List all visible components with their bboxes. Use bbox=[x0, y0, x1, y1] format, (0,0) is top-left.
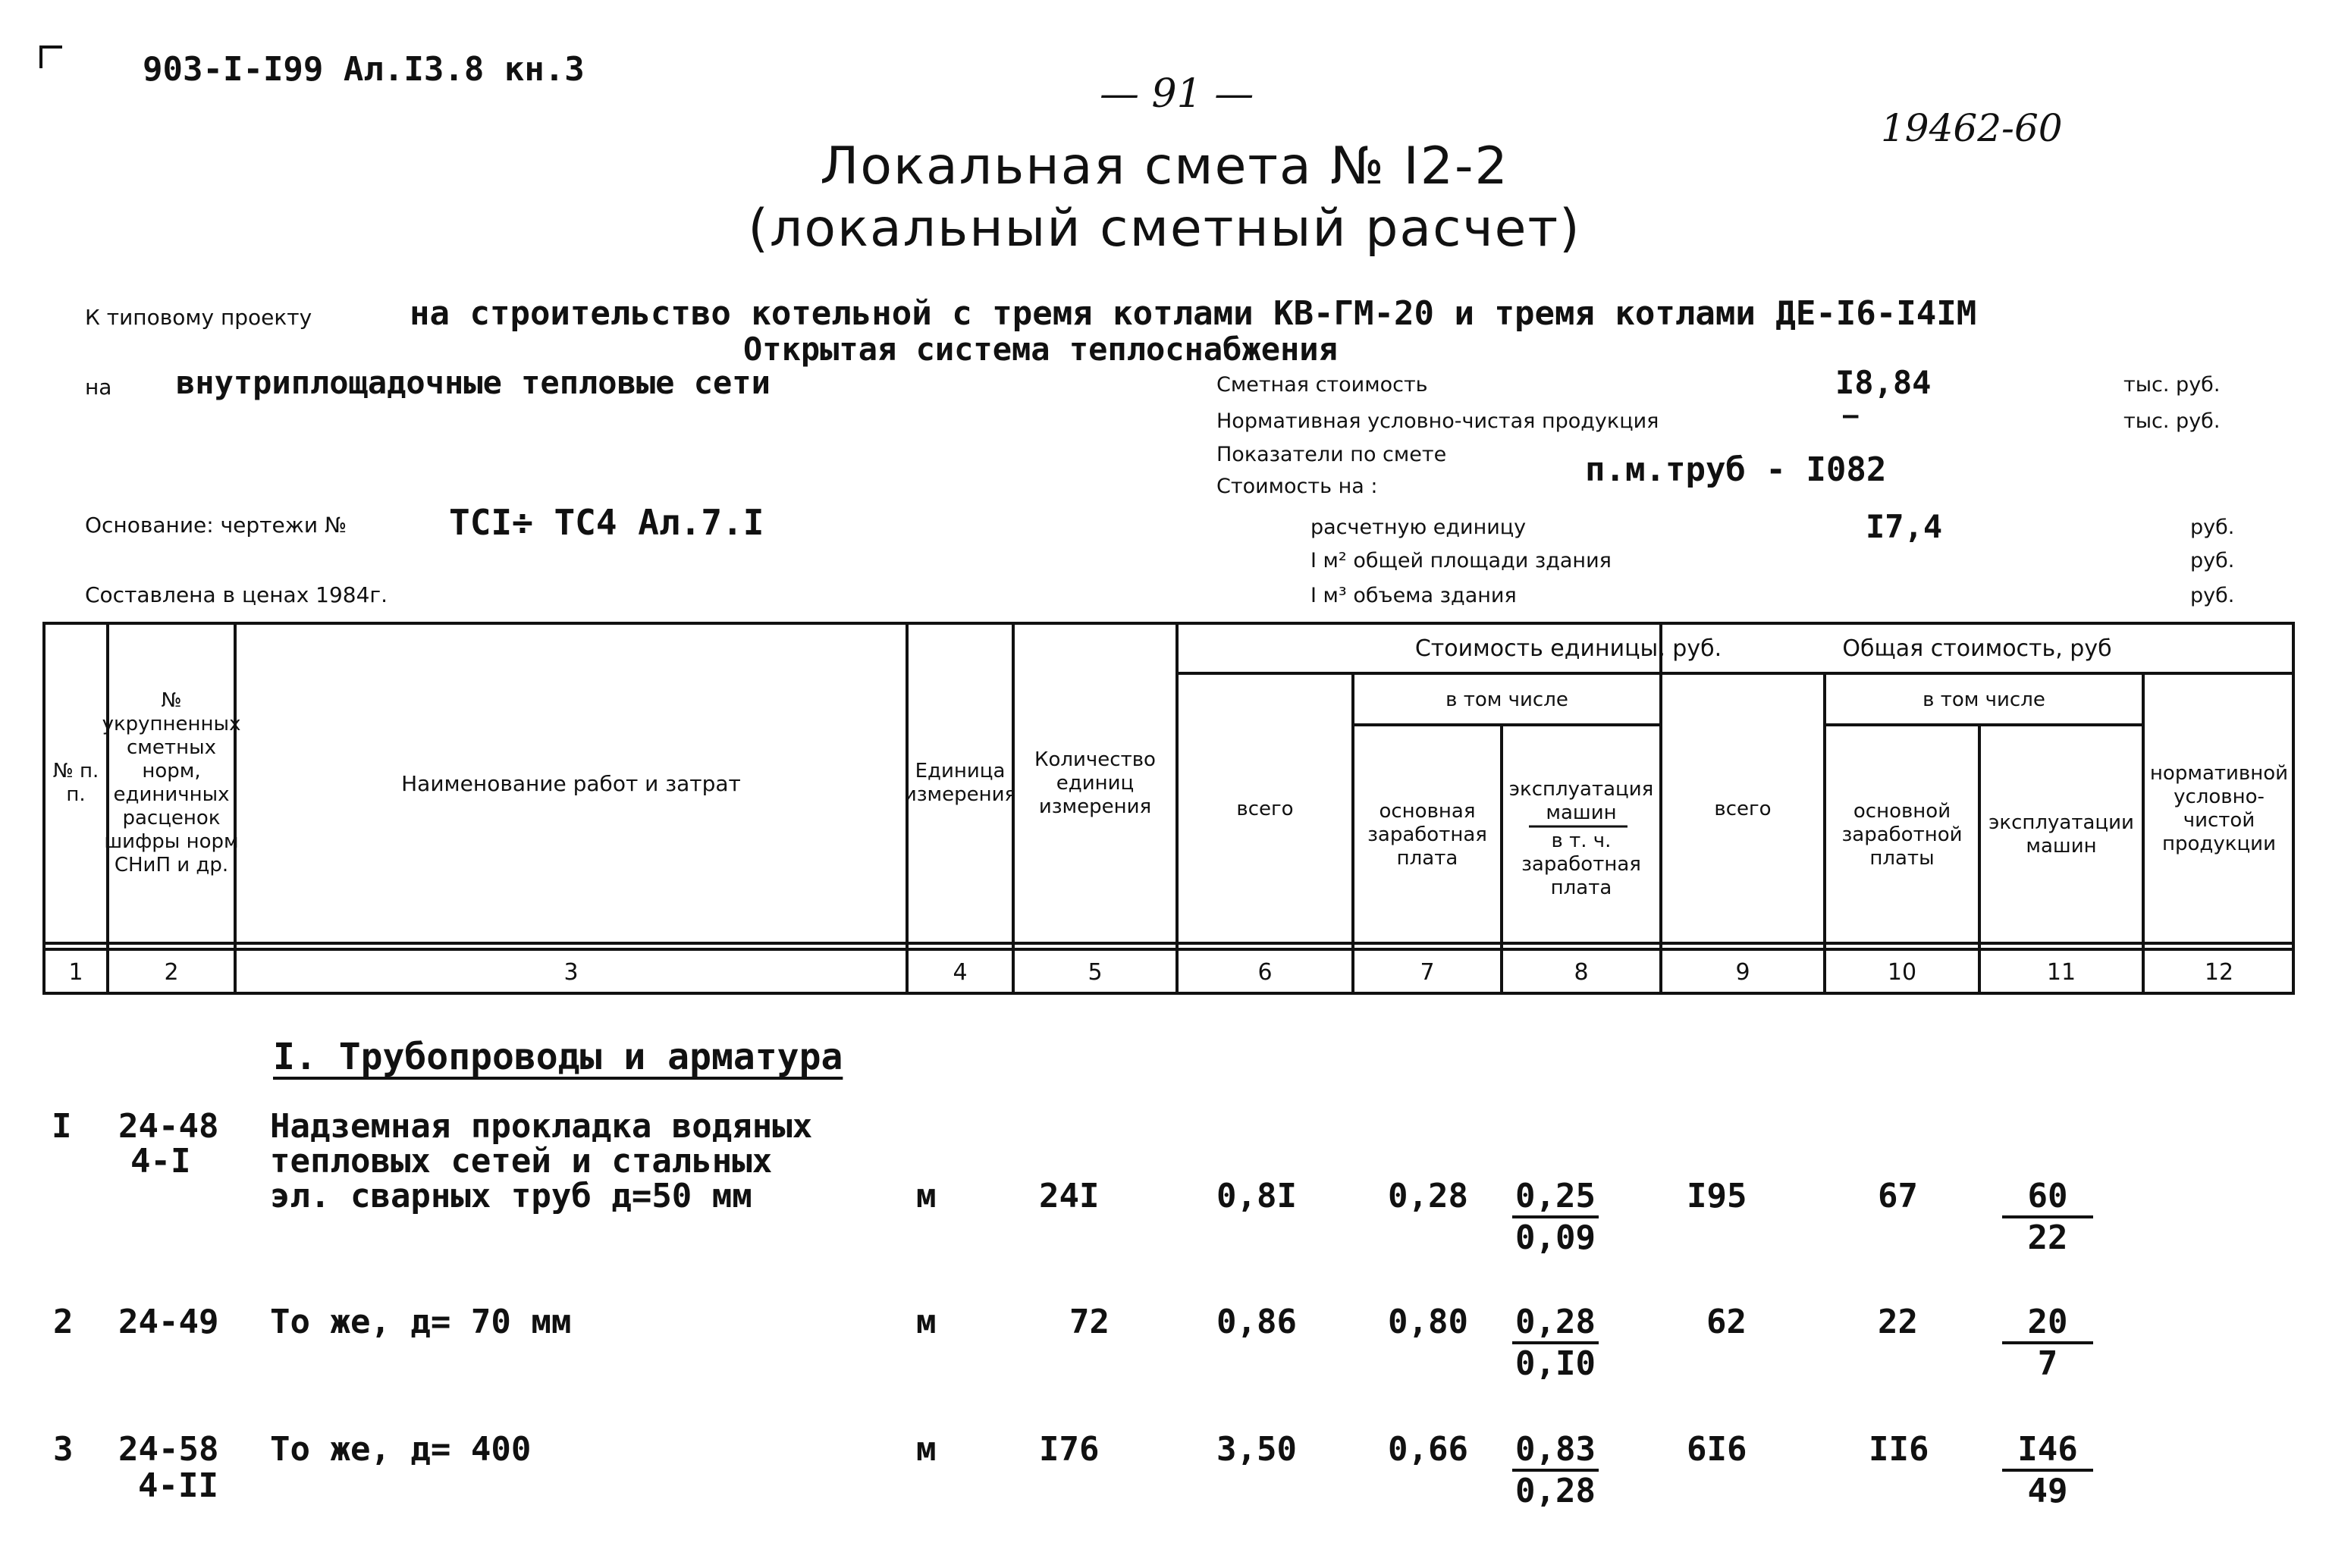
corner-mark bbox=[39, 45, 62, 68]
col-header-8-bottom: в т. ч. заработная плата bbox=[1521, 829, 1641, 899]
project-label: К типовому проекту bbox=[85, 305, 312, 330]
row-code-2: 4-I bbox=[130, 1142, 191, 1181]
volume-cost-label: I м³ объема здания bbox=[1310, 584, 1517, 607]
col-header-7: основная заработная плата bbox=[1367, 799, 1487, 870]
row-unit-machine-value: 0,28 bbox=[1512, 1303, 1599, 1344]
project-value: на строительство котельной с тремя котлами КВ-ГМ-20 и тремя котлами ДЕ-I6-I4IМ bbox=[410, 294, 1977, 333]
row-total-wage: 67 bbox=[1878, 1177, 1918, 1215]
col-number: 6 bbox=[1257, 958, 1273, 986]
row-total-machine-value: I46 bbox=[2002, 1430, 2093, 1472]
col-header-1: № п. п. bbox=[52, 760, 99, 806]
col-header-8-top: эксплуатация машин bbox=[1508, 778, 1654, 824]
col-number: 4 bbox=[953, 958, 968, 986]
col-header-4: Единица измерения bbox=[903, 760, 1017, 806]
row-total-machine-wage: 22 bbox=[2027, 1218, 2068, 1257]
normative-product-value: – bbox=[1843, 400, 1859, 431]
row-total-machine-value: 20 bbox=[2002, 1303, 2093, 1344]
indicators-label: Показатели по смете bbox=[1216, 443, 1447, 466]
registration-number: 19462-60 bbox=[1881, 106, 2063, 150]
col-header-2: № укрупненных сметных норм, единичных расценок шифры норм СНиП и др. bbox=[102, 689, 241, 877]
row-unit-machine-wage: 0,I0 bbox=[1515, 1344, 1596, 1383]
row-name-line: эл. сварных труб д=50 мм bbox=[270, 1177, 752, 1215]
row-unit-machine-wage: 0,28 bbox=[1515, 1472, 1596, 1510]
object-label: на bbox=[85, 375, 112, 400]
cost-per-label: Стоимость на : bbox=[1216, 475, 1378, 498]
estimate-cost-label: Сметная стоимость bbox=[1216, 373, 1428, 397]
row-total: 62 bbox=[1706, 1303, 1747, 1341]
row-total-machine-value: 60 bbox=[2002, 1177, 2093, 1218]
row-unit-machine-value: 0,25 bbox=[1512, 1177, 1599, 1218]
row-name-line: То же, д= 400 bbox=[270, 1430, 532, 1469]
row-unit: м bbox=[916, 1177, 937, 1215]
row-code: 24-48 bbox=[118, 1107, 219, 1146]
col-header-9: всего bbox=[1714, 797, 1772, 820]
col-header-11: эксплуатации машин bbox=[1988, 811, 2134, 858]
col-number: 2 bbox=[164, 958, 179, 986]
indicators-value: п.м.труб - I082 bbox=[1585, 450, 1887, 489]
row-unit-machine-value: 0,83 bbox=[1512, 1430, 1599, 1472]
row-unit-machine-wage: 0,09 bbox=[1515, 1218, 1596, 1257]
col-number: 1 bbox=[68, 958, 83, 986]
col-number: 5 bbox=[1088, 958, 1103, 986]
row-total-wage: II6 bbox=[1869, 1430, 1929, 1469]
col-number: 7 bbox=[1420, 958, 1435, 986]
row-total-machine bbox=[2002, 1177, 2093, 1257]
prices-label: Составлена в ценах 1984г. bbox=[85, 582, 388, 607]
row-unit-wage: 0,28 bbox=[1388, 1177, 1468, 1215]
group-header-unit-cost: Стоимость единицы, руб. bbox=[1414, 635, 1722, 662]
col-number: 11 bbox=[2046, 958, 2076, 986]
row-unit-machine bbox=[1512, 1177, 1599, 1257]
row-total: I95 bbox=[1687, 1177, 1747, 1215]
row-unit-wage: 0,80 bbox=[1388, 1303, 1468, 1341]
area-cost-label: I м² общей площади здания bbox=[1310, 549, 1612, 572]
row-total-machine-wage: 49 bbox=[2027, 1472, 2068, 1510]
row-unit-total: 0,8I bbox=[1216, 1177, 1297, 1215]
col-header-3: Наименование работ и затрат bbox=[401, 770, 741, 796]
col-number: 8 bbox=[1574, 958, 1589, 986]
row-total: 6I6 bbox=[1687, 1430, 1747, 1469]
col-number: 10 bbox=[1887, 958, 1917, 986]
page-title: Локальная смета № I2-2 bbox=[820, 136, 1509, 196]
row-total-wage: 22 bbox=[1878, 1303, 1918, 1341]
calc-unit-label: расчетную единицу bbox=[1310, 516, 1527, 539]
calc-unit-unit: руб. bbox=[2190, 516, 2235, 539]
normative-product-label: Нормативная условно-чистая продукция bbox=[1216, 409, 1659, 433]
section-title: I. Трубопроводы и арматура bbox=[273, 1036, 843, 1078]
row-unit-total: 0,86 bbox=[1216, 1303, 1297, 1341]
page-number: — 91 — bbox=[1100, 71, 1254, 117]
row-quantity: 72 bbox=[1069, 1303, 1110, 1341]
row-total-machine-wage: 7 bbox=[2037, 1344, 2058, 1383]
row-number: 3 bbox=[53, 1430, 74, 1469]
row-total-machine bbox=[2002, 1303, 2093, 1383]
col-header-10: основной заработной платы bbox=[1841, 799, 1963, 870]
row-unit-total: 3,50 bbox=[1216, 1430, 1297, 1469]
col-header-12: нормативной условно-чистой продукции bbox=[2149, 762, 2289, 855]
row-unit: м bbox=[916, 1303, 937, 1341]
row-unit-wage: 0,66 bbox=[1388, 1430, 1468, 1469]
page-subtitle: (локальный сметный расчет) bbox=[748, 199, 1581, 259]
included-header-1: в том числе bbox=[1445, 688, 1568, 711]
row-quantity: 24I bbox=[1039, 1177, 1100, 1215]
row-unit: м bbox=[916, 1430, 937, 1469]
row-code: 24-49 bbox=[118, 1303, 219, 1341]
col-number: 12 bbox=[2204, 958, 2234, 986]
row-total-machine bbox=[2002, 1430, 2093, 1510]
row-name-line: тепловых сетей и стальных bbox=[270, 1142, 773, 1181]
col-number: 9 bbox=[1735, 958, 1750, 986]
col-number: 3 bbox=[563, 958, 579, 986]
estimate-cost-unit: тыс. руб. bbox=[2123, 373, 2221, 397]
col-header-6: всего bbox=[1236, 797, 1294, 820]
row-unit-machine bbox=[1512, 1430, 1599, 1510]
normative-product-unit: тыс. руб. bbox=[2123, 409, 2221, 433]
row-name-line: То же, д= 70 мм bbox=[270, 1303, 572, 1341]
row-quantity: I76 bbox=[1039, 1430, 1100, 1469]
row-number: I bbox=[52, 1107, 72, 1146]
object-value: внутриплощадочные тепловые сети bbox=[176, 364, 771, 401]
area-cost-unit: руб. bbox=[2190, 549, 2235, 572]
estimate-cost-value: I8,84 bbox=[1835, 364, 1932, 401]
row-code-2: 4-II bbox=[138, 1466, 218, 1505]
row-code: 24-58 bbox=[118, 1430, 219, 1469]
basis-value: ТСI÷ ТС4 Ал.7.I bbox=[449, 502, 764, 543]
volume-cost-unit: руб. bbox=[2190, 584, 2235, 607]
group-header-total-cost: Общая стоимость, руб bbox=[1842, 635, 2112, 662]
row-name-line: Надземная прокладка водяных bbox=[270, 1107, 813, 1146]
row-number: 2 bbox=[53, 1303, 74, 1341]
col-header-5: Количество единиц измерения bbox=[1034, 748, 1156, 818]
basis-label: Основание: чертежи № bbox=[85, 513, 347, 538]
included-header-2: в том числе bbox=[1923, 688, 2045, 711]
calc-unit-value: I7,4 bbox=[1866, 508, 1943, 545]
row-unit-machine bbox=[1512, 1303, 1599, 1383]
system-value: Открытая система теплоснабжения bbox=[743, 331, 1338, 368]
document-code: 903-I-I99 Ал.I3.8 кн.3 bbox=[143, 50, 585, 89]
